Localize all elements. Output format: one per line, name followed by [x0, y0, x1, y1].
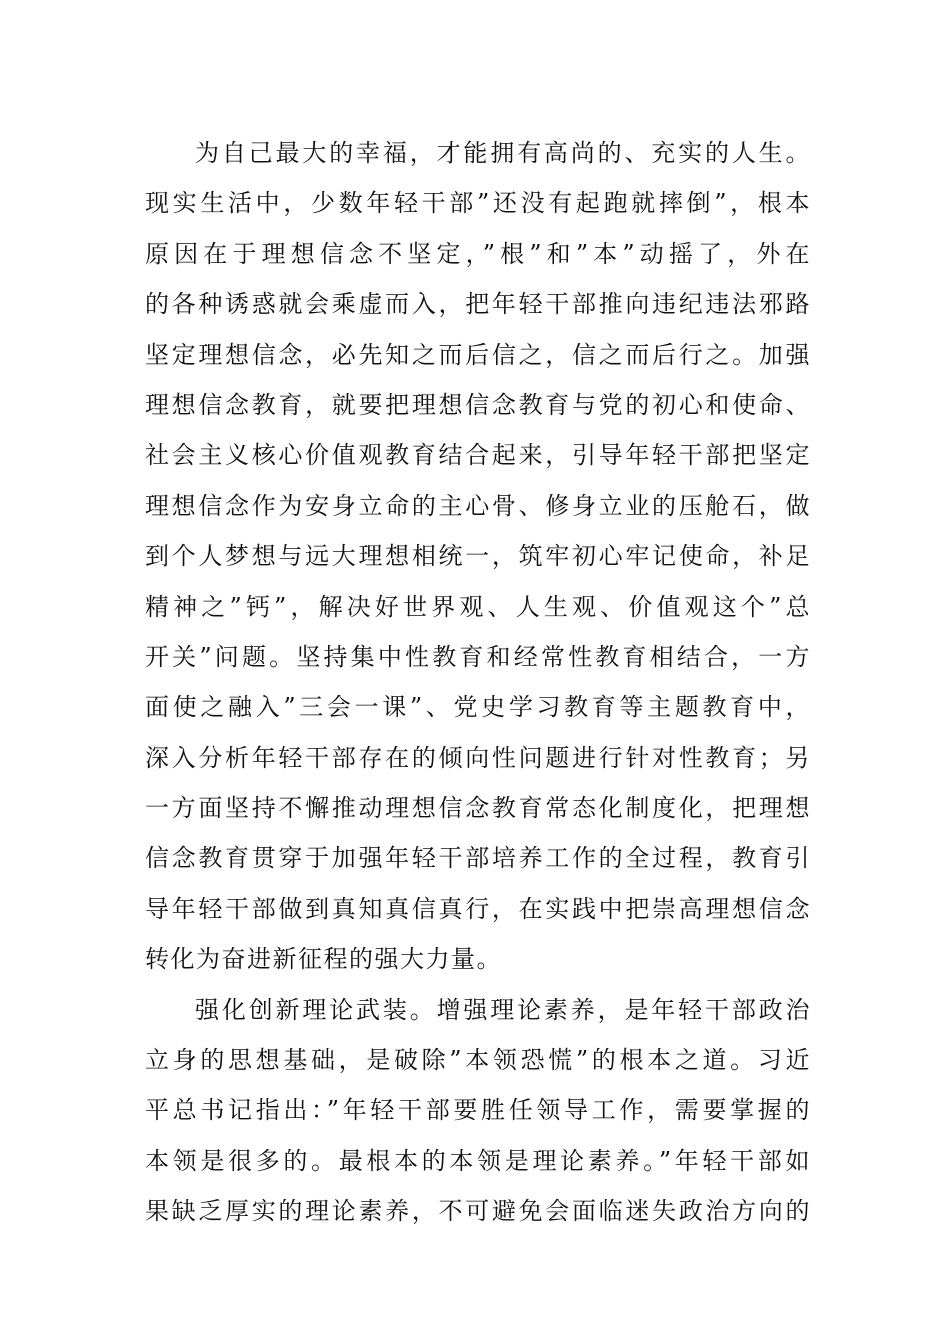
text-line: 现实生活中，少数年轻干部”还没有起跑就摔倒”，根本 — [145, 189, 811, 218]
text-line: 坚定理想信念，必先知之而后信之，信之而后行之。加强 — [145, 340, 811, 369]
text-line: 理想信念作为安身立命的主心骨、修身立业的压舱石，做 — [145, 491, 811, 520]
text-line: 转化为奋进新征程的强大力量。 — [145, 945, 502, 974]
text-line: 的各种诱惑就会乘虚而入，把年轻干部推向违纪违法邪路 — [145, 290, 811, 319]
text-line: 理想信念教育，就要把理想信念教育与党的初心和使命、 — [145, 390, 811, 419]
text-line: 深入分析年轻干部存在的倾向性问题进行针对性教育；另 — [145, 743, 811, 772]
text-line: 立身的思想基础，是破除”本领恐慌”的根本之道。习近 — [145, 1046, 811, 1075]
text-line: 信念教育贯穿于加强年轻干部培养工作的全过程，教育引 — [145, 844, 811, 873]
text-line: 面使之融入”三会一课”、党史学习教育等主题教育中， — [145, 693, 811, 722]
text-line: 本领是很多的。最根本的本领是理论素养。”年轻干部如 — [145, 1146, 811, 1175]
text-line: 开关”问题。坚持集中性教育和经常性教育相结合，一方 — [145, 642, 811, 671]
text-line: 导年轻干部做到真知真信真行，在实践中把崇高理想信念 — [145, 894, 811, 923]
text-line: 原因在于理想信念不坚定，”根”和”本”动摇了，外在 — [145, 239, 811, 268]
text-line: 为自己最大的幸福，才能拥有高尚的、充实的人生。 — [195, 139, 811, 167]
text-line: 一方面坚持不懈推动理想信念教育常态化制度化，把理想 — [145, 794, 811, 823]
text-line: 果缺乏厚实的理论素养，不可避免会面临迷失政治方向的 — [145, 1197, 811, 1226]
text-line: 平总书记指出：”年轻干部要胜任领导工作，需要掌握的 — [145, 1096, 811, 1125]
text-line: 强化创新理论武装。增强理论素养，是年轻干部政治 — [195, 995, 811, 1024]
body-text — [145, 128, 811, 1237]
text-line: 到个人梦想与远大理想相统一，筑牢初心牢记使命，补足 — [145, 542, 811, 571]
text-line: 社会主义核心价值观教育结合起来，引导年轻干部把坚定 — [145, 441, 811, 470]
text-line: 精神之”钙”，解决好世界观、人生观、价值观这个”总 — [145, 592, 811, 621]
